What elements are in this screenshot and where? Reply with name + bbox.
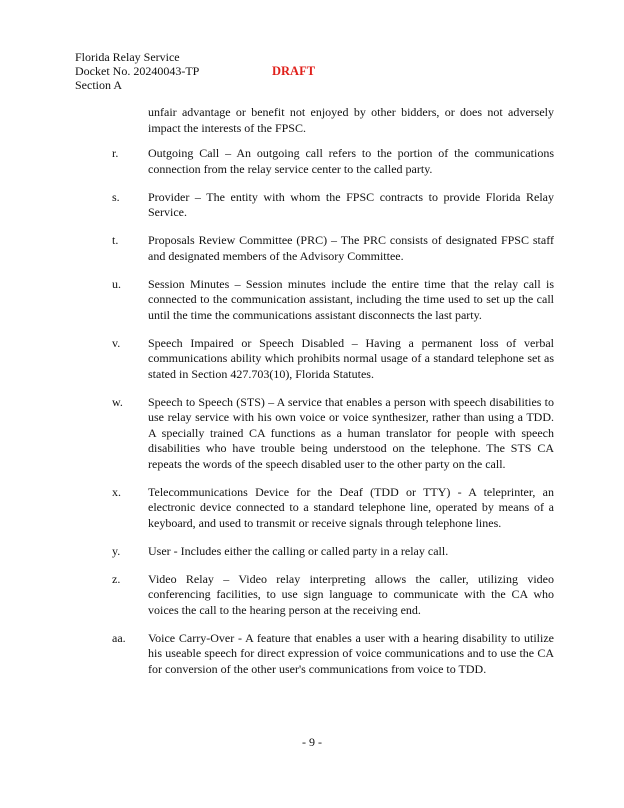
definition-entry-r	[112, 146, 554, 177]
entry-letter: u.	[112, 276, 121, 291]
entry-text: Voice Carry-Over - A feature that enables a user with a hearing disability to utilize his useable speech for direct expression of voice communications and to use the CA for conversion of the other user's communications from voice to TDD.	[148, 630, 554, 676]
definition-entry-x	[112, 485, 554, 532]
definition-entry-u	[112, 277, 554, 324]
entry-text: Provider – The entity with whom the FPSC contracts to provide Florida Relay Service.	[148, 189, 554, 219]
header-line-3: Section A	[75, 78, 122, 92]
definition-entry-y	[112, 544, 554, 560]
entry-letter: t.	[112, 233, 119, 247]
entry-letter: y.	[112, 543, 121, 558]
entry-letter: s.	[112, 189, 120, 204]
definition-entry-s	[112, 190, 554, 221]
entry-letter: x.	[112, 484, 121, 499]
header-line-1: Florida Relay Service	[75, 50, 180, 64]
header-line-2: Docket No. 20240043-TP	[75, 64, 200, 78]
entry-text: Speech to Speech (STS) – A service that enables a person with speech disabilities to use relay service with his own voice or voice synthesizer, rather than using a TDD. A specially trained CA functions as a human translator for people with speech disabilities who have trouble being understood on the telephone. The STS CA repeats the words of the speech disabled user to the other party on the call.	[148, 394, 554, 471]
definition-entry-z	[112, 572, 554, 619]
definition-entry-v	[112, 336, 554, 383]
entry-letter: r.	[112, 146, 119, 160]
document-header	[75, 50, 199, 92]
definition-entry-aa	[112, 631, 554, 678]
entry-text: User - Includes either the calling or called party in a relay call.	[148, 543, 449, 558]
draft-label: DRAFT	[272, 64, 316, 78]
entry-letter: z.	[112, 571, 121, 586]
page-number: - 9 -	[302, 735, 322, 749]
entry-text: Session Minutes – Session minutes include the entire time that the relay call is connected to the communication assistant, including the time used to set up the call until the time the communications assistant disconnects the last party.	[148, 276, 554, 322]
entry-text: Proposals Review Committee (PRC) – The PRC consists of designated FPSC staff and designated members of the Advisory Committee.	[148, 233, 554, 263]
entry-text: Video Relay – Video relay interpreting allows the caller, utilizing video conferencing facilities, to use sign language to communicate with the CA who voices the call to the hearing person at the receiving end.	[148, 571, 554, 617]
entry-letter: w.	[112, 394, 123, 409]
entry-text: Telecommunications Device for the Deaf (TDD or TTY) - A teleprinter, an electronic device connected to a standard telephone line, operated by means of a keyboard, and used to transmit or receive signals through telephone lines.	[148, 484, 554, 530]
entry-letter: v.	[112, 335, 121, 350]
continuation-paragraph: unfair advantage or benefit not enjoyed by other bidders, or does not adversely impact the interests of the FPSC.	[148, 105, 554, 135]
entry-text: Speech Impaired or Speech Disabled – Having a permanent loss of verbal communications ability which prohibits normal usage of a standard telephone set as stated in Section 427.703(10), Florida Statutes.	[148, 335, 554, 381]
entry-text: Outgoing Call – An outgoing call refers to the portion of the communications connection from the relay service center to the called party.	[148, 146, 554, 176]
entry-letter: aa.	[112, 630, 126, 645]
definition-list	[112, 146, 554, 690]
definition-entry-t	[112, 233, 554, 264]
definition-entry-w	[112, 395, 554, 473]
